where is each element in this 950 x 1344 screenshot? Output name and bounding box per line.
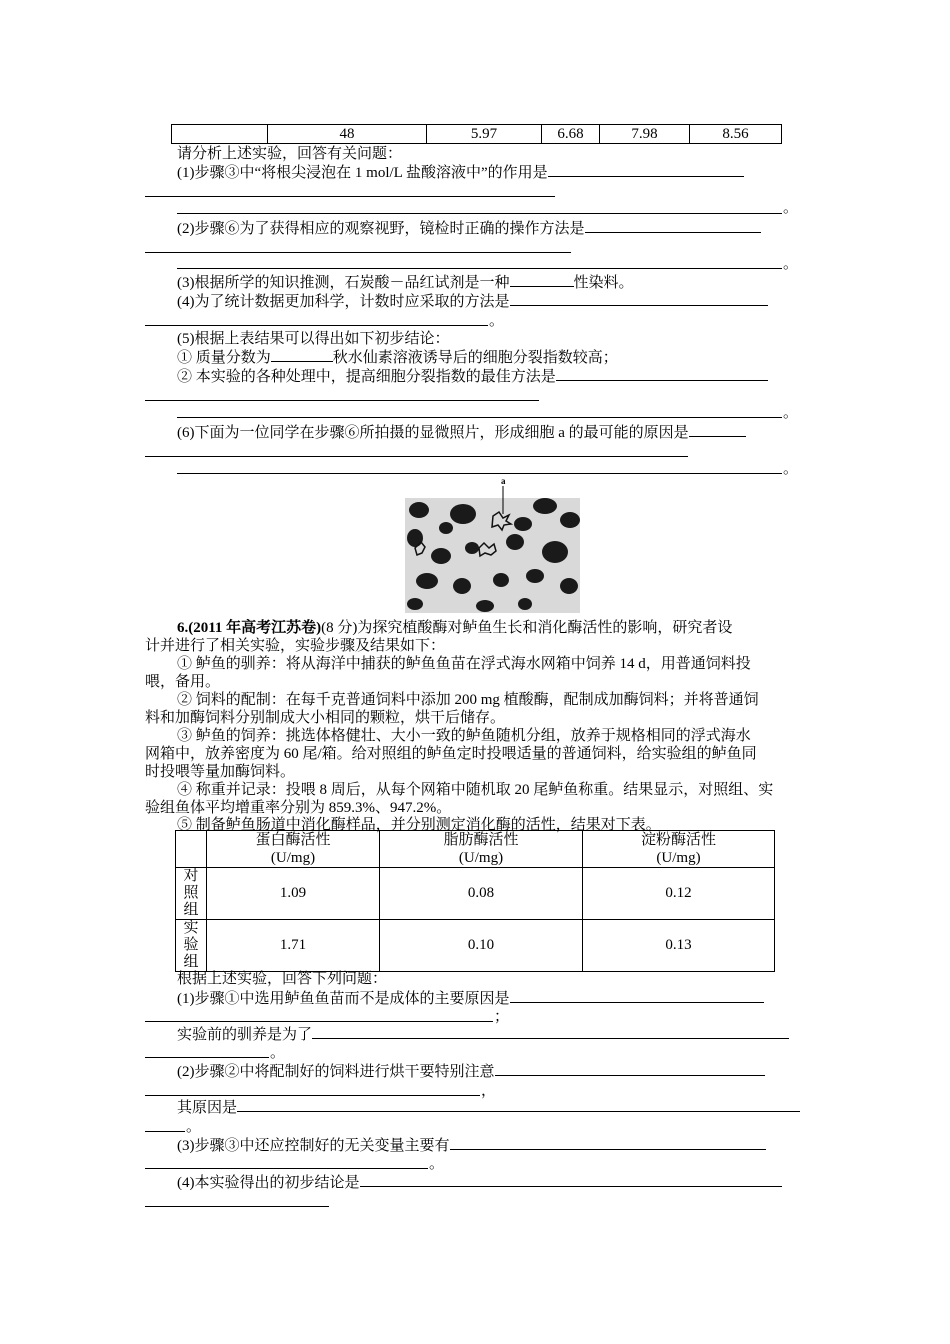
answer-blank[interactable] xyxy=(450,1136,766,1150)
answer-blank[interactable] xyxy=(510,273,574,287)
question-5: (5)根据上表结果可以得出如下初步结论： xyxy=(177,331,450,347)
question-text: (3)步骤③中还应控制好的无关变量主要有 xyxy=(177,1138,450,1154)
table-cell: 1.09 xyxy=(207,868,380,920)
question-5a xyxy=(177,348,618,367)
row-label-control: 对 照 组 xyxy=(176,868,207,920)
answer-blank[interactable] xyxy=(585,219,761,233)
table-corner-cell xyxy=(176,831,207,868)
step-3: ③ 鲈鱼的饲养：挑选体格健壮、大小一致的鲈鱼随机分组，放养于规格相同的浮式海水 xyxy=(177,728,751,744)
period: 。 xyxy=(429,1156,445,1172)
period: 。 xyxy=(783,200,799,216)
table-row xyxy=(176,868,775,920)
table-cell: 0.12 xyxy=(583,868,775,920)
period: 。 xyxy=(186,1119,202,1135)
question-text: (4)本实验得出的初步结论是 xyxy=(177,1175,360,1191)
cell-a-label: a xyxy=(501,476,506,486)
answer-line[interactable] xyxy=(145,252,571,253)
table-cell: 0.10 xyxy=(380,920,583,972)
answer-blank[interactable] xyxy=(556,367,768,381)
table-header-row xyxy=(176,831,775,868)
question-1 xyxy=(177,163,744,182)
question-4 xyxy=(177,292,768,311)
question-6 xyxy=(177,423,746,442)
table-cell: 5.97 xyxy=(427,125,542,144)
question-6-2 xyxy=(177,1062,765,1081)
answer-blank[interactable] xyxy=(510,292,768,306)
question-6-heading xyxy=(177,619,732,637)
answer-line[interactable] xyxy=(145,456,688,457)
question-text: (6)下面为一位同学在步骤⑥所拍摄的显微照片，形成细胞 a 的最可能的原因是 xyxy=(177,425,689,441)
table-cell: 48 xyxy=(268,125,427,144)
table-cell: 8.56 xyxy=(690,125,782,144)
table-cell: 7.98 xyxy=(600,125,690,144)
answer-line[interactable] xyxy=(145,1021,493,1022)
question-text: 计并进行了相关实验，实验步骤及结果如下： xyxy=(145,638,446,654)
comma: ， xyxy=(481,1083,497,1099)
answer-line[interactable] xyxy=(177,268,782,269)
question-intro: 根据上述实验，回答下列问题： xyxy=(177,971,388,987)
answer-line[interactable] xyxy=(145,400,539,401)
question-text: 其原因是 xyxy=(177,1100,238,1116)
period: 。 xyxy=(489,313,505,329)
answer-blank[interactable] xyxy=(510,989,764,1003)
answer-line[interactable] xyxy=(145,196,555,197)
question-text: ① 质量分数为 xyxy=(177,350,271,366)
table-cell: 0.08 xyxy=(380,868,583,920)
question-text: 性染料。 xyxy=(573,275,634,291)
answer-blank[interactable] xyxy=(312,1025,789,1039)
semicolon: ； xyxy=(494,1009,510,1025)
answer-blank[interactable] xyxy=(548,163,744,177)
question-text: 实验前的驯养是为了 xyxy=(177,1027,313,1043)
answer-blank[interactable] xyxy=(271,348,333,362)
question-text: 秋水仙素溶液诱导后的细胞分裂指数较高； xyxy=(332,350,618,366)
step-3-cont: 网箱中，放养密度为 60 尾/箱。给对照组的鲈鱼定时投喂适量的普通饲料，给实验组的鲈鱼同 xyxy=(145,746,757,762)
question-text: ② 本实验的各种处理中，提高细胞分裂指数的最佳方法是 xyxy=(177,369,556,385)
question-source: 6.(2011 年高考江苏卷) xyxy=(177,620,322,636)
step-1: ① 鲈鱼的驯养：将从海洋中捕获的鲈鱼鱼苗在浮式海水网箱中饲养 14 d，用普通饲料投 xyxy=(177,656,751,672)
answer-line[interactable] xyxy=(145,1131,185,1132)
question-text: (1)步骤③中“将根尖浸泡在 1 mol/L 盐酸溶液中”的作用是 xyxy=(177,165,548,181)
answer-blank[interactable] xyxy=(360,1173,782,1187)
answer-line[interactable] xyxy=(145,1057,269,1058)
question-6-4 xyxy=(177,1173,782,1192)
question-6-3 xyxy=(177,1136,766,1155)
table-cell: 0.13 xyxy=(583,920,775,972)
step-4: ④ 称重并记录：投喂 8 周后，从每个网箱中随机取 20 尾鲈鱼称重。结果显示，对照组、实 xyxy=(177,782,774,798)
question-6-1 xyxy=(177,989,764,1008)
answer-line[interactable] xyxy=(177,473,782,474)
period: 。 xyxy=(783,405,799,421)
answer-line[interactable] xyxy=(145,1206,329,1207)
answer-line[interactable] xyxy=(145,325,488,326)
table-header-cell: 蛋白酶活性 (U/mg) xyxy=(207,831,380,868)
table-header-cell: 脂肪酶活性 (U/mg) xyxy=(380,831,583,868)
question-text: (1)步骤①中选用鲈鱼鱼苗而不是成体的主要原因是 xyxy=(177,991,510,1007)
question-text: (4)为了统计数据更加科学，计数时应采取的方法是 xyxy=(177,294,510,310)
table-cell xyxy=(172,125,268,144)
step-3-cont: 时投喂等量加酶饲料。 xyxy=(145,764,296,780)
question-text: (3)根据所学的知识推测，石炭酸－品红试剂是一种 xyxy=(177,275,510,291)
period: 。 xyxy=(270,1045,286,1061)
question-3 xyxy=(177,273,634,292)
question-6-2b xyxy=(177,1098,800,1117)
question-text: (2)步骤⑥为了获得相应的观察视野，镜检时正确的操作方法是 xyxy=(177,221,585,237)
table-row xyxy=(176,920,775,972)
question-intro: 请分析上述实验，回答有关问题： xyxy=(177,146,403,162)
step-5: ⑤ 制备鲈鱼肠道中消化酶样品，并分别测定消化酶的活性，结果对下表。 xyxy=(177,817,661,833)
answer-blank[interactable] xyxy=(689,423,746,437)
step-2-cont: 料和加酶饲料分别制成大小相同的颗粒，烘干后储存。 xyxy=(145,710,506,726)
answer-blank[interactable] xyxy=(237,1098,800,1112)
step-2: ② 饲料的配制：在每千克普通饲料中添加 200 mg 植酸酶，配制成加酶饲料；并将普通饲 xyxy=(177,692,759,708)
table-header-cell: 淀粉酶活性 (U/mg) xyxy=(583,831,775,868)
answer-line[interactable] xyxy=(145,1168,428,1169)
period: 。 xyxy=(783,256,799,272)
table-row xyxy=(172,125,782,144)
row-label-experiment: 实 验 组 xyxy=(176,920,207,972)
enzyme-activity-table xyxy=(175,830,775,972)
question-5b xyxy=(177,367,768,386)
answer-line[interactable] xyxy=(177,417,782,418)
step-4-cont: 验组鱼体平均增重率分别为 859.3%、947.2%。 xyxy=(145,800,452,816)
table-cell: 1.71 xyxy=(207,920,380,972)
answer-line[interactable] xyxy=(145,1095,480,1096)
answer-line[interactable] xyxy=(177,213,782,214)
question-6-1b xyxy=(177,1025,789,1044)
micrograph-image xyxy=(405,476,580,613)
question-text: (8 分)为探究植酸酶对鲈鱼生长和消化酶活性的影响，研究者设 xyxy=(321,620,733,636)
step-1-cont: 喂，备用。 xyxy=(145,674,221,690)
question-2 xyxy=(177,219,761,238)
data-table-fragment xyxy=(171,124,782,144)
question-text: (2)步骤②中将配制好的饲料进行烘干要特别注意 xyxy=(177,1064,495,1080)
table-cell: 6.68 xyxy=(542,125,600,144)
period: 。 xyxy=(783,461,799,477)
answer-blank[interactable] xyxy=(495,1062,765,1076)
